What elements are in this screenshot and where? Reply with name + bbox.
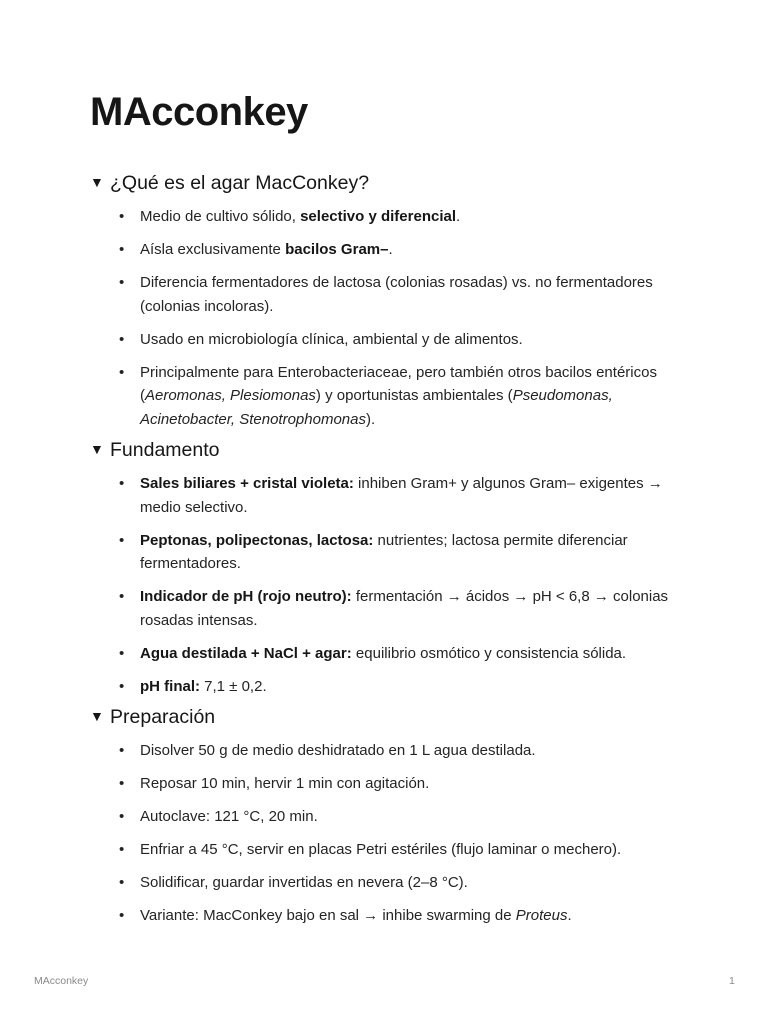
item-italic-text: Proteus	[515, 907, 568, 924]
list-item	[90, 805, 680, 829]
page-title: MAcconkey	[90, 90, 308, 134]
toggle-heading-preparacion[interactable]	[90, 704, 680, 730]
list-item	[90, 529, 680, 576]
bullet-list	[90, 739, 680, 928]
footer-doc-name: MAcconkey	[34, 975, 89, 987]
list-item	[90, 271, 680, 318]
item-bold-text: bacilos Gram–	[285, 241, 389, 258]
item-bold-text: Peptonas, polipectonas, lactosa:	[140, 531, 374, 549]
list-item	[90, 642, 680, 666]
list-item	[90, 585, 680, 632]
item-text: Disolver 50 g de medio deshidratado en 1 L agua destilada.	[140, 742, 536, 759]
section-heading: Preparación	[110, 705, 216, 728]
bullet-list	[90, 472, 680, 698]
item-text: equilibrio osmótico y consistencia sólida.	[351, 644, 627, 662]
list-item	[90, 361, 680, 432]
item-text: .	[388, 241, 393, 258]
item-text: .	[567, 907, 572, 924]
item-bold-text: Agua destilada + NaCl + agar:	[140, 644, 352, 662]
toggle-triangle-icon[interactable]: ▼	[90, 708, 104, 724]
toggle-triangle-icon[interactable]: ▼	[90, 441, 104, 457]
item-text: Reposar 10 min, hervir 1 min con agitación.	[140, 775, 430, 792]
section-heading: Fundamento	[110, 438, 220, 461]
item-text: Autoclave: 121 °C, 20 min.	[140, 808, 318, 825]
item-italic-text: Aeromonas, Plesiomonas	[145, 387, 316, 404]
item-text: Solidificar, guardar invertidas en nevera (2–8 °C).	[140, 874, 468, 891]
footer-page-number: 1	[729, 975, 735, 987]
item-text: Usado en microbiología clínica, ambiental y de alimentos.	[140, 330, 523, 348]
bullet-list	[90, 205, 680, 431]
item-text: 7,1 ± 0,2.	[200, 677, 267, 695]
list-item	[90, 328, 680, 352]
toggle-section-que-es	[90, 170, 680, 431]
list-item	[90, 675, 680, 699]
toggle-section-fundamento	[90, 437, 680, 698]
list-item	[90, 739, 680, 763]
item-bold-text: selectivo y diferencial	[300, 208, 457, 225]
item-bold-text: Sales biliares + cristal violeta:	[140, 475, 354, 492]
list-item	[90, 238, 680, 262]
section-heading: ¿Qué es el agar MacConkey?	[110, 171, 370, 194]
item-text: Principalmente para Enterobacteriaceae, pero también otros bacilos entéricos (	[140, 363, 657, 404]
toggle-heading-que-es[interactable]	[90, 170, 680, 196]
item-text: Medio de cultivo sólido,	[140, 208, 301, 225]
item-text: fermentación → ácidos → pH < 6,8 → colonias rosadas intensas.	[140, 588, 669, 629]
toggle-triangle-icon[interactable]: ▼	[90, 174, 104, 190]
item-text: Enfriar a 45 °C, servir en placas Petri estériles (flujo laminar o mechero).	[140, 841, 622, 858]
toggle-section-preparacion	[90, 704, 680, 928]
item-text: .	[456, 208, 461, 225]
item-text: ).	[365, 410, 376, 428]
item-italic-text: Pseudomonas, Acinetobacter, Stenotrophomonas	[140, 387, 613, 428]
list-item	[90, 838, 680, 862]
list-item	[90, 871, 680, 895]
item-text: Diferencia fermentadores de lactosa (colonias rosadas) vs. no fermentadores (colonias incoloras).	[140, 274, 653, 315]
item-text: inhiben Gram+ y algunos Gram– exigentes → medio selectivo.	[140, 475, 663, 516]
item-bold-text: pH final:	[140, 677, 200, 695]
list-item	[90, 772, 680, 796]
item-text: nutrientes; lactosa permite diferenciar fermentadores.	[140, 531, 628, 572]
item-text: ) y oportunistas ambientales (	[315, 387, 513, 404]
list-item	[90, 472, 680, 519]
toggle-heading-fundamento[interactable]	[90, 437, 680, 463]
list-item	[90, 904, 680, 928]
list-item	[90, 205, 680, 229]
item-bold-text: Indicador de pH (rojo neutro):	[140, 588, 352, 605]
item-text: Variante: MacConkey bajo en sal → inhibe swarming de	[140, 907, 516, 924]
item-text: Aísla exclusivamente	[140, 241, 286, 258]
